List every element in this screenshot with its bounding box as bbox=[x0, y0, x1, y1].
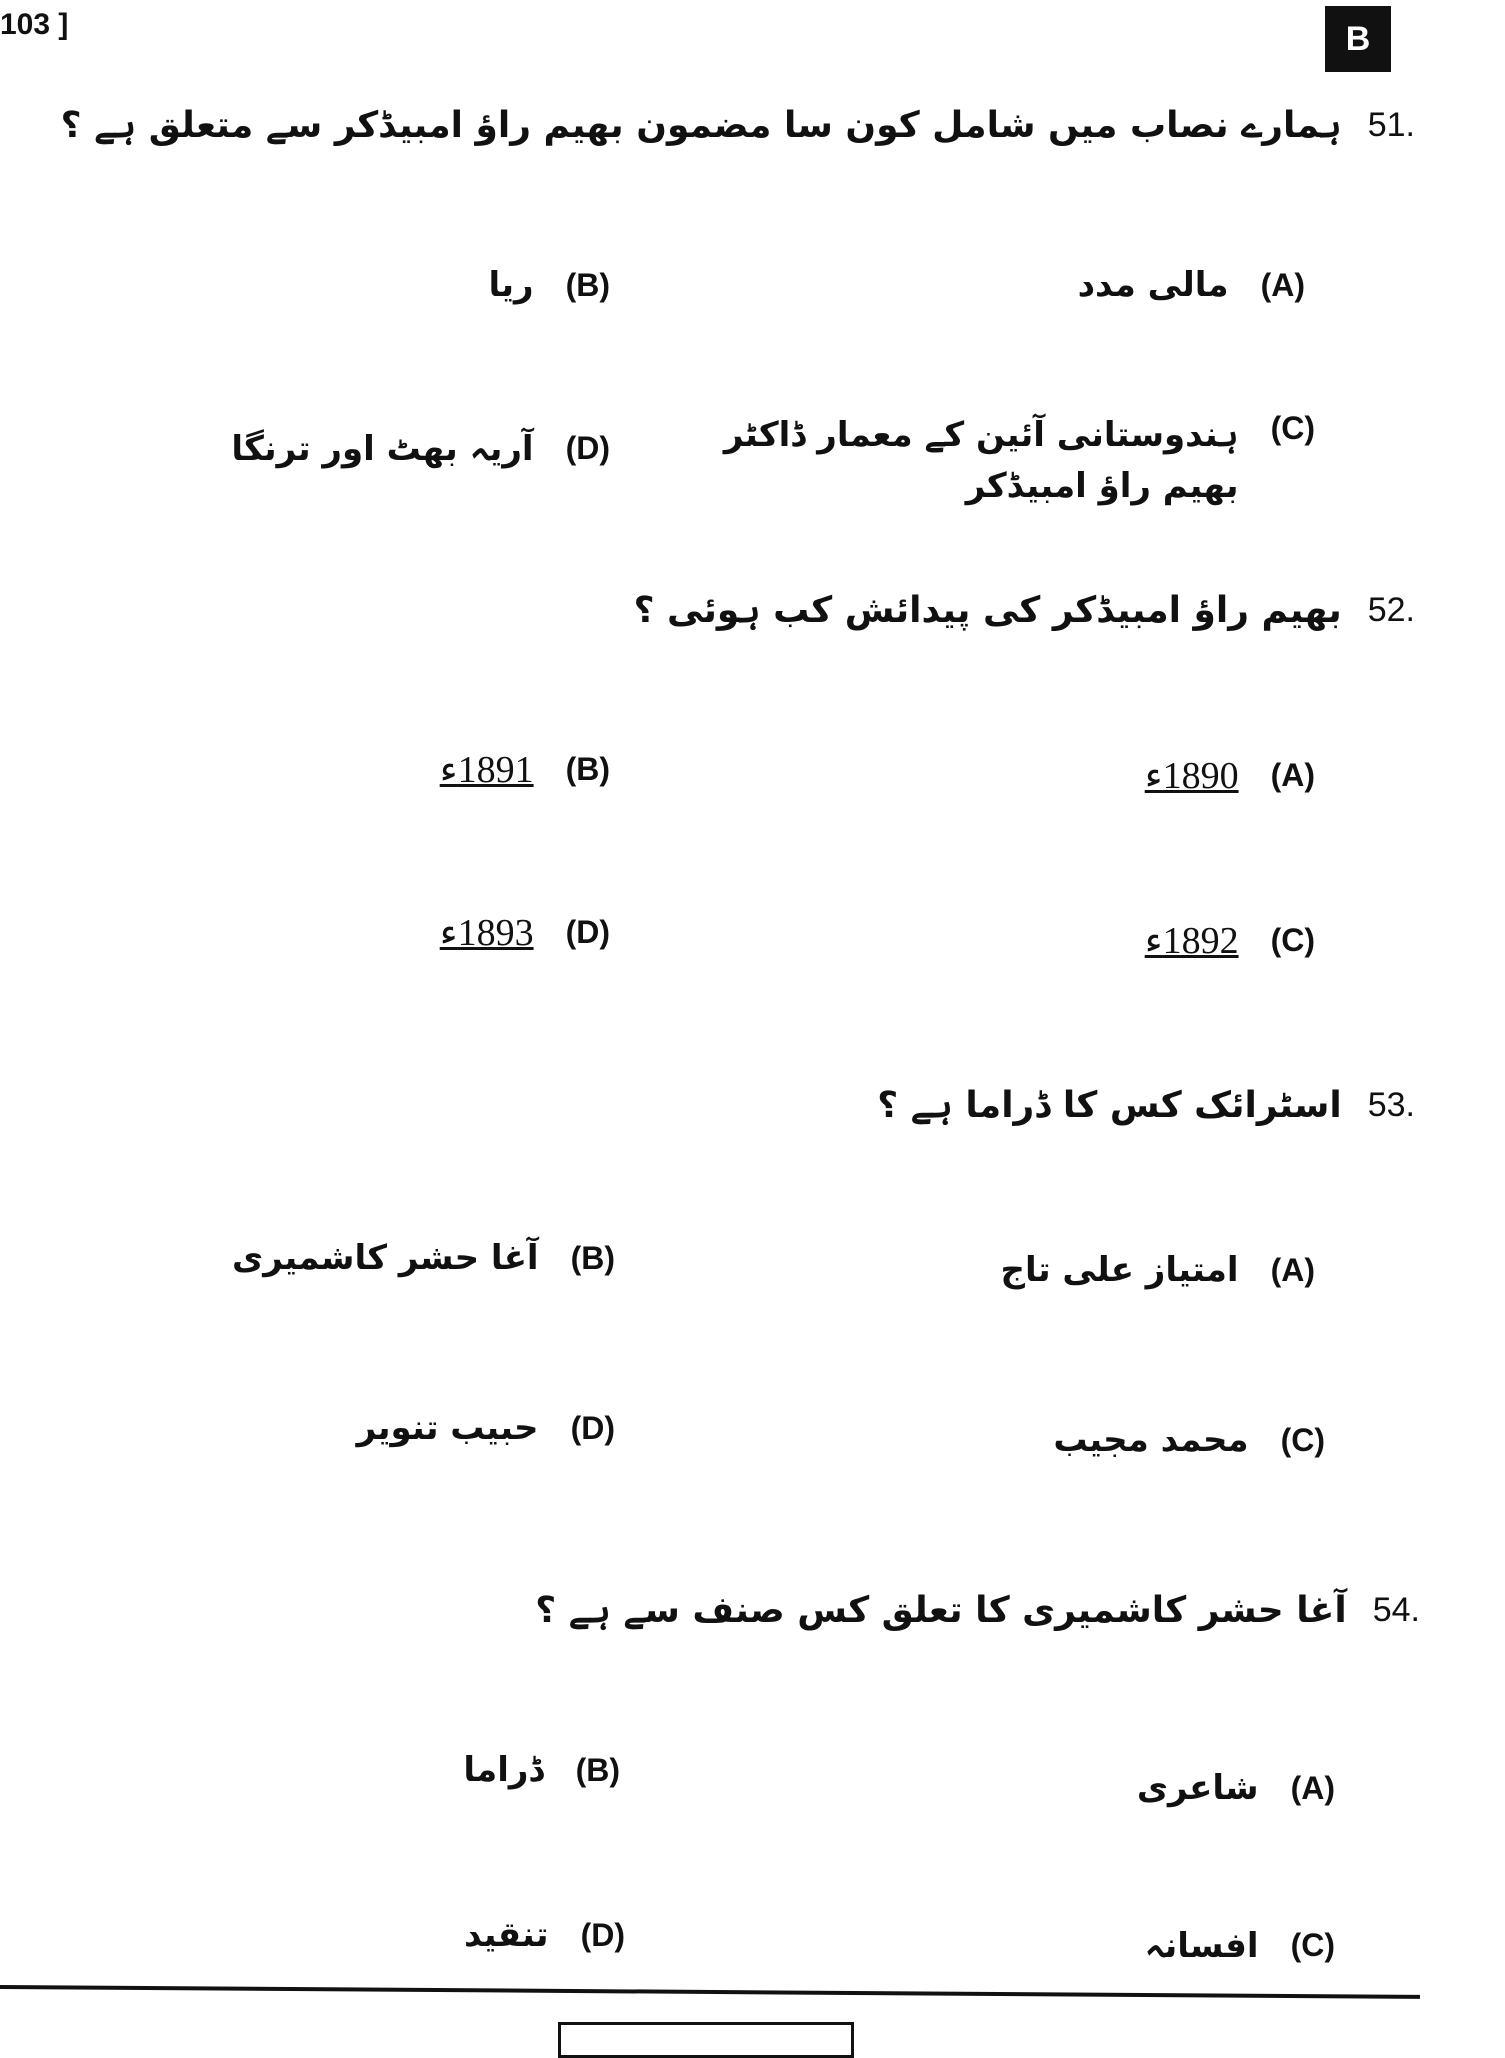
option-b[interactable] bbox=[232, 1238, 615, 1278]
option-text: مالی مدد bbox=[1077, 265, 1229, 305]
option-label: (A) bbox=[1290, 1769, 1335, 1806]
option-text: تنقید bbox=[463, 1915, 549, 1955]
option-text: شاعری bbox=[1136, 1768, 1259, 1808]
option-label: (A) bbox=[1270, 1251, 1315, 1288]
question-text: بھیم راؤ امبیڈکر کی پیدائش کب ہوئی ؟ bbox=[633, 590, 1342, 631]
option-label: (D) bbox=[565, 914, 610, 950]
option-a[interactable] bbox=[1001, 1250, 1315, 1290]
question-54 bbox=[535, 1590, 1420, 1631]
option-label: (C) bbox=[1270, 922, 1315, 958]
option-label: (D) bbox=[565, 430, 610, 466]
option-a[interactable] bbox=[1137, 1768, 1335, 1808]
option-text: ڈراما bbox=[463, 1750, 544, 1790]
option-d[interactable] bbox=[440, 910, 610, 955]
option-label: (A) bbox=[1270, 757, 1315, 793]
option-c[interactable] bbox=[699, 410, 1315, 512]
option-a[interactable] bbox=[1145, 753, 1315, 798]
option-b[interactable] bbox=[488, 265, 610, 305]
option-label: (A) bbox=[1260, 266, 1305, 303]
option-text: امتیاز علی تاج bbox=[1000, 1250, 1239, 1290]
option-text: 1892ء bbox=[1144, 920, 1239, 962]
question-number: 52. bbox=[1367, 591, 1415, 629]
option-label: (C) bbox=[1290, 1927, 1335, 1963]
question-53 bbox=[877, 1085, 1415, 1126]
option-label: (B) bbox=[565, 266, 610, 303]
option-b[interactable] bbox=[440, 747, 610, 792]
option-d[interactable] bbox=[464, 1915, 625, 1955]
option-text: ریا bbox=[488, 265, 534, 305]
question-number: 51. bbox=[1367, 106, 1415, 144]
set-badge: B bbox=[1325, 6, 1391, 72]
option-label: (D) bbox=[570, 1409, 615, 1446]
question-text: اسٹرائک کس کا ڈراما ہے ؟ bbox=[877, 1085, 1342, 1126]
question-number: 53. bbox=[1367, 1086, 1415, 1124]
option-a[interactable] bbox=[1078, 265, 1305, 305]
question-text: آغا حشر کاشمیری کا تعلق کس صنف سے ہے ؟ bbox=[535, 1590, 1347, 1631]
option-c[interactable] bbox=[1145, 918, 1315, 963]
page-number: 103 ] bbox=[0, 8, 69, 41]
option-label: (D) bbox=[580, 1916, 625, 1953]
option-text: حبیب تنویر bbox=[356, 1408, 539, 1448]
option-text: افسانہ bbox=[1144, 1926, 1259, 1966]
footer-box bbox=[558, 2022, 854, 2058]
option-label: (C) bbox=[1280, 1421, 1325, 1458]
question-51 bbox=[61, 105, 1415, 146]
option-label: (C) bbox=[1270, 410, 1315, 446]
option-text: آغا حشر کاشمیری bbox=[232, 1238, 539, 1278]
question-52 bbox=[634, 590, 1415, 631]
option-text: آریہ بھٹ اور ترنگا bbox=[231, 429, 534, 469]
option-c[interactable] bbox=[1145, 1925, 1335, 1966]
option-b[interactable] bbox=[463, 1750, 620, 1790]
option-c[interactable] bbox=[1053, 1420, 1325, 1460]
option-d[interactable] bbox=[357, 1408, 615, 1448]
question-number: 54. bbox=[1372, 1591, 1420, 1629]
option-text: ہندوستانی آئین کے معمار ڈاکٹر بھیم راؤ امبیڈکر bbox=[723, 415, 1239, 506]
option-text: 1890ء bbox=[1144, 755, 1239, 797]
option-d[interactable] bbox=[231, 428, 610, 469]
option-text: 1891ء bbox=[439, 749, 534, 791]
option-label: (B) bbox=[575, 1751, 620, 1788]
option-label: (B) bbox=[570, 1239, 615, 1276]
option-text: 1893ء bbox=[439, 912, 534, 954]
question-text: ہمارے نصاب میں شامل کون سا مضمون بھیم راؤ امبیڈکر سے متعلق ہے ؟ bbox=[60, 105, 1342, 146]
option-text: محمد مجیب bbox=[1053, 1420, 1249, 1460]
option-label: (B) bbox=[565, 751, 610, 787]
footer-divider bbox=[0, 1985, 1420, 1999]
